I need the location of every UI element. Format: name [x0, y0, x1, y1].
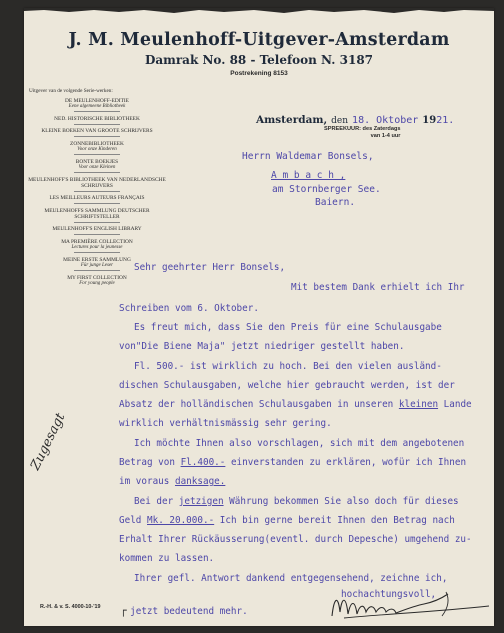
- year-prefix: 19: [422, 115, 437, 126]
- footer-print-code: R.-H. & v. S. 4000-10-'19: [40, 604, 101, 610]
- series-item: DE MEULENHOFF-EDITIE Eene algemeene Bibliotheek: [27, 98, 167, 113]
- closing: hochachtungsvoll,: [341, 589, 437, 600]
- series-intro: Uitgever van de volgende Serie-werken:: [29, 88, 113, 94]
- series-item: MY FIRST COLLECTION For young people: [67, 274, 127, 286]
- body-line: Bei der jetzigen Währung bekommen Sie also doch für dieses: [134, 496, 459, 507]
- body-line: Erhalt Ihrer Rückäusserung(eventl. durch Depesche) umgehend zu-: [119, 534, 472, 545]
- series-item: MA PREMIÈRE COLLECTION Lectures pour la jeunesse: [27, 239, 167, 254]
- letterhead-postrekening: Postrekening 8153: [230, 70, 288, 77]
- body-line: Geld Mk. 20.000.- Ich bin gerne bereit Ihnen den Betrag nach: [119, 515, 455, 526]
- body-line: Es freut mich, dass Sie den Preis für eine Schulausgabe: [134, 322, 442, 333]
- letterhead-address: Damrak No. 88 - Telefoon N. 3187: [144, 53, 374, 67]
- recipient-name: Herrn Waldemar Bonsels,: [242, 151, 374, 162]
- series-item: NED. HISTORISCHE BIBLIOTHEEK: [27, 116, 167, 125]
- series-item: MEULENHOFF'S BIBLIOTHEEK VAN NEDERLANDSCHE SCHRIJVERS: [27, 177, 167, 192]
- body-line: Ihrer gefl. Antwort dankend entgegensehend, zeichne ich,: [134, 573, 448, 584]
- series-item: LES MEILLEURS AUTEURS FRANÇAIS: [27, 195, 167, 204]
- body-line: Betrag von Fl.400.- einverstanden zu erklären, wofür ich Ihnen: [119, 457, 467, 468]
- body-line: Fl. 500.- ist wirklich zu hoch. Bei den vielen ausländ-: [134, 361, 442, 372]
- letter-body: [24, 8, 494, 626]
- series-item: MEINE ERSTE SAMMLUNG Für junge Leser: [27, 257, 167, 272]
- margin-note: Zugesagt: [28, 410, 69, 473]
- signature: [324, 586, 494, 626]
- body-line: dischen Schulausgaben, welche hier gebraucht werden, ist der: [119, 380, 455, 391]
- body-line: Absatz der holländischen Schulausgaben in unseren kleinen Lande: [119, 399, 472, 410]
- letter-sheet: [24, 8, 494, 626]
- spreekuur-note: SPREEKUUR: des Zaterdags van 1-4 uur: [324, 126, 401, 139]
- body-line: Mit bestem Dank erhielt ich Ihr: [291, 282, 465, 293]
- body-line: von"Die Biene Maja" jetzt niedriger gestellt haben.: [119, 341, 405, 352]
- series-item: KLEINE BOEKEN VAN GROOTE SCHRIJVERS: [27, 128, 167, 137]
- recipient-street: am Stornberger See.: [272, 184, 381, 195]
- salutation: Sehr geehrter Herr Bonsels,: [134, 262, 286, 273]
- body-line: wirklich verhältnismässig sehr gering.: [119, 418, 332, 429]
- date-typed: 18. Oktober: [352, 115, 419, 126]
- date-prefix: den: [331, 116, 349, 126]
- series-item: MEULENHOFF'S ENGLISH LIBRARY: [27, 226, 167, 235]
- year-typed: 21.: [436, 115, 455, 126]
- body-line: Schreiben vom 6. Oktober.: [119, 303, 259, 314]
- series-item: BONTE BOEKJES Voor onze Kleinen: [27, 159, 167, 174]
- place-label: Amsterdam,: [256, 114, 328, 126]
- footnote: ┌ jetzt bedeutend mehr.: [120, 604, 248, 617]
- recipient-region: Baiern.: [315, 197, 356, 208]
- letterhead-title: J. M. Meulenhoff-Uitgever-Amsterdam: [68, 30, 450, 50]
- body-line: Ich möchte Ihnen also vorschlagen, sich mit dem angebotenen: [134, 438, 465, 449]
- body-line: kommen zu lassen.: [119, 553, 215, 564]
- recipient-city: A m b a c h ,: [271, 170, 346, 181]
- series-item: ZONNEBIBLIOTHEEK Voor onze Kinderen: [27, 141, 167, 156]
- series-item: MEULENHOFFS SAMMLUNG DEUTSCHER SCHRIFTSTELLER: [27, 208, 167, 223]
- body-line: im voraus danksage.: [119, 476, 226, 487]
